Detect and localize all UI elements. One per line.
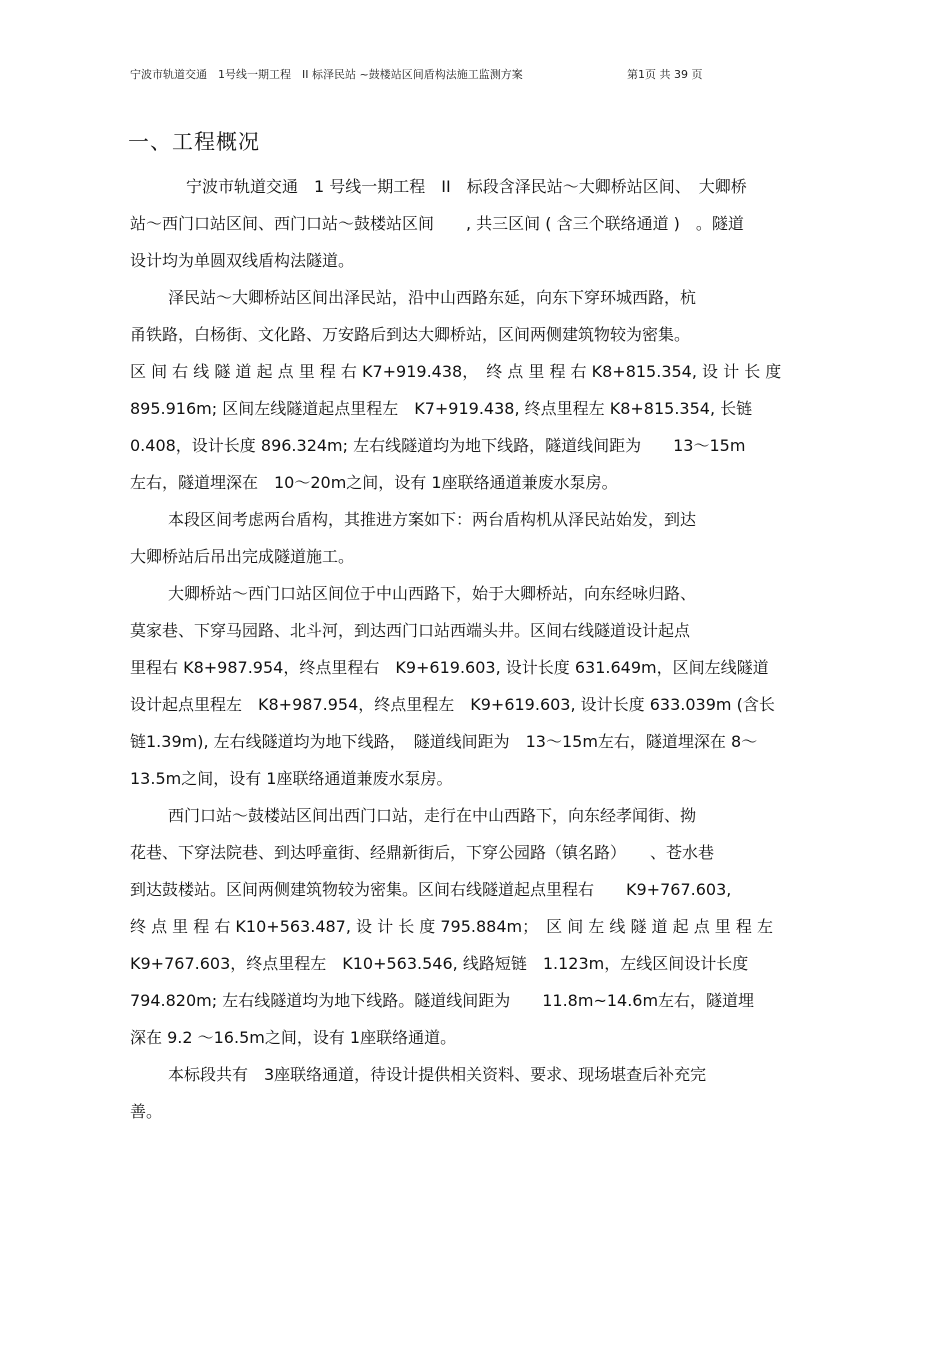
section-title: 一、工程概况: [128, 130, 260, 154]
paragraph-line: 莫家巷、下穿马园路、北斗河，到达西门口站西端头井。区间右线隧道设计起点: [130, 621, 691, 640]
paragraph-line: 区 间 右 线 隧 道 起 点 里 程 右 K7+919.438， 终 点 里 程 右 K8+815.354, 设 计 长 度: [130, 362, 782, 381]
header-page-info: 第1页 共 39 页: [627, 68, 703, 81]
header-doc-title: 宁波市轨道交通 1号线一期工程 II 标泽民站 ~鼓楼站区间盾构法施工监测方案: [130, 68, 523, 81]
paragraph-line: 0.408，设计长度 896.324m; 左右线隧道均为地下线路，隧道线间距为 13～15m: [130, 436, 746, 455]
paragraph-line: 本段区间考虑两台盾构，其推进方案如下：两台盾构机从泽民站始发，到达: [168, 510, 697, 529]
paragraph-line: 链1.39m), 左右线隧道均为地下线路， 隧道线间距为 13～15m左右，隧道埋深在 8～: [130, 732, 758, 751]
paragraph-line: 13.5m之间，设有 1座联络通道兼废水泵房。: [130, 769, 453, 788]
paragraph-line: 到达鼓楼站。区间两侧建筑物较为密集。区间右线隧道起点里程右 K9+767.603,: [130, 880, 732, 899]
paragraph-line: 花巷、下穿法院巷、到达呼童街、经鼎新街后，下穿公园路（镇名路） 、苍水巷: [130, 843, 715, 862]
paragraph-line: 大卿桥站～西门口站区间位于中山西路下，始于大卿桥站，向东经咏归路、: [168, 584, 697, 603]
paragraph-line: 左右，隧道埋深在 10～20m之间，设有 1座联络通道兼废水泵房。: [130, 473, 618, 492]
paragraph-line: 站～西门口站区间、西门口站～鼓楼站区间 , 共三区间 ( 含三个联络通道 ) 。隧道: [130, 214, 744, 233]
paragraph-line: K9+767.603，终点里程左 K10+563.546, 线路短链 1.123m，左线区间设计长度: [130, 954, 749, 973]
paragraph-line: 大卿桥站后吊出完成隧道施工。: [130, 547, 355, 566]
paragraph-line: 里程右 K8+987.954，终点里程右 K9+619.603, 设计长度 631.649m，区间左线隧道: [130, 658, 769, 677]
paragraph-line: 终 点 里 程 右 K10+563.487, 设 计 长 度 795.884m； 区 间 左 线 隧 道 起 点 里 程 左: [130, 917, 773, 936]
paragraph-line: 善。: [130, 1102, 163, 1121]
paragraph-line: 794.820m; 左右线隧道均为地下线路。隧道线间距为 11.8m~14.6m左右，隧道埋: [130, 991, 755, 1010]
paragraph-line: 深在 9.2 ～16.5m之间，设有 1座联络通道。: [130, 1028, 457, 1047]
paragraph-line: 甬铁路，白杨街、文化路、万安路后到达大卿桥站，区间两侧建筑物较为密集。: [130, 325, 691, 344]
paragraph-line: 设计起点里程左 K8+987.954，终点里程左 K9+619.603, 设计长度 633.039m (含长: [130, 695, 775, 714]
paragraph-line: 本标段共有 3座联络通道，待设计提供相关资料、要求、现场堪查后补充完: [168, 1065, 707, 1084]
document-body: [130, 170, 802, 1132]
paragraph-line: 设计均为单圆双线盾构法隧道。: [130, 251, 355, 270]
paragraph-line: 西门口站～鼓楼站区间出西门口站，走行在中山西路下，向东经孝闻街、拗: [168, 806, 697, 825]
paragraph-line: 泽民站～大卿桥站区间出泽民站，沿中山西路东延，向东下穿环城西路，杭: [168, 288, 697, 307]
paragraph-line: 宁波市轨道交通 1 号线一期工程 II 标段含泽民站～大卿桥站区间、 大卿桥: [186, 177, 747, 196]
paragraph-line: 895.916m; 区间左线隧道起点里程左 K7+919.438, 终点里程左 K8+815.354, 长链: [130, 399, 753, 418]
